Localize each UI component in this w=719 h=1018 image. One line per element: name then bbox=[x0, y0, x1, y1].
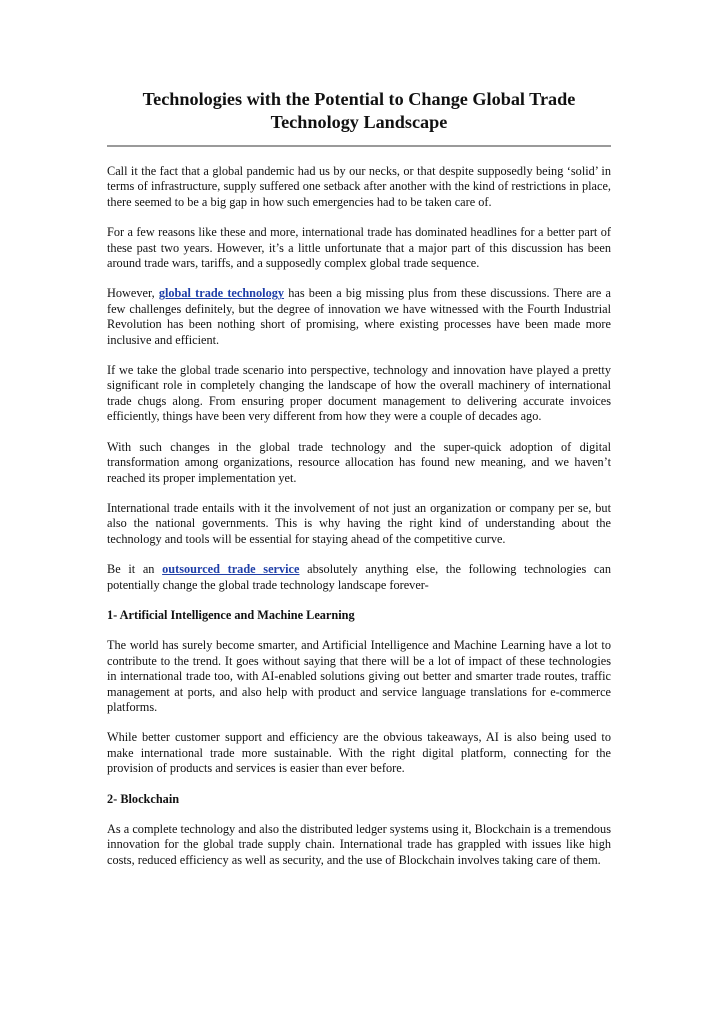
paragraph-trade-scenario: If we take the global trade scenario into perspective, technology and innovation have played a pretty significant role in completely changing the landscape of how the overall machinery of international trade chugs along. From ensuring proper document management to delivering accurate invoices efficiently, things have been very different from how they were a couple of decades ago. bbox=[107, 363, 611, 424]
paragraph-text-after: absolutely anything else, the following technologies can potentially change the global trade technology landscape forever- bbox=[107, 562, 611, 592]
paragraph-governments: International trade entails with it the involvement of not just an organization or company per se, but also the national governments. This is why having the right kind of understanding about the technology and tools will be essential for staying ahead of the competitive curve. bbox=[107, 500, 611, 546]
paragraph-text-after: has been a big missing plus from these discussions. There are a few challenges definitely, but the degree of innovation we have witnessed with the Fourth Industrial Revolution has been nothing short of promising, where existing processes have been made more inclusive and efficient. bbox=[107, 286, 611, 347]
title-divider bbox=[107, 145, 611, 147]
global-trade-technology-link[interactable]: global trade technology bbox=[158, 286, 285, 301]
paragraph-text-before: Be it an bbox=[107, 562, 163, 577]
paragraph-pandemic: Call it the fact that a global pandemic had us by our necks, or that despite supposedly being ‘solid’ in terms of infrastructure, supply suffered one setback after another with the kind of restrictions in place, there seemed to be a big gap in how such emergencies had to be taken care of. bbox=[107, 164, 611, 209]
paragraph-global-trade-technology bbox=[107, 286, 611, 348]
paragraph-outsourced-trade bbox=[107, 562, 611, 593]
section-heading-ai-ml: 1- Artificial Intelligence and Machine Learning bbox=[107, 607, 355, 622]
paragraph-headlines: For a few reasons like these and more, international trade has dominated headlines for a better part of these past two years. However, it’s a little unfortunate that a major part of this discussion has been around trade wars, tariffs, and a supposedly complex global trade sequence. bbox=[107, 225, 611, 271]
paragraph-ai-sustainability: While better customer support and efficiency are the obvious takeaways, AI is also being used to make international trade more sustainable. With the right digital platform, connecting for the provision of products and services is easier than ever before. bbox=[107, 730, 611, 776]
paragraph-text-before: However, bbox=[107, 286, 159, 301]
page-title: Technologies with the Potential to Change Global Trade Technology Landscape bbox=[142, 89, 576, 132]
section-heading-blockchain: 2- Blockchain bbox=[107, 791, 180, 806]
outsourced-trade-service-link[interactable]: outsourced trade service bbox=[162, 562, 300, 577]
paragraph-ai-impact: The world has surely become smarter, and Artificial Intelligence and Machine Learning have a lot to contribute to the trend. It goes without saying that there will be a lot of impact of these technologies in international trade too, with AI-enabled solutions giving out better and smarter trade routes, traffic management at ports, and also help with product and service language translations for e-commerce platforms. bbox=[107, 638, 611, 714]
document-page bbox=[107, 88, 611, 883]
paragraph-blockchain: As a complete technology and also the distributed ledger systems using it, Blockchain is a tremendous innovation for the global trade supply chain. International trade has grappled with issues like high costs, reduced efficiency as well as security, and the use of Blockchain involves taking care of them. bbox=[107, 822, 611, 867]
paragraph-digital-transformation: With such changes in the global trade technology and the super-quick adoption of digital transformation among organizations, resource allocation has found new meaning, and we haven’t reached its proper implementation yet. bbox=[107, 439, 611, 485]
